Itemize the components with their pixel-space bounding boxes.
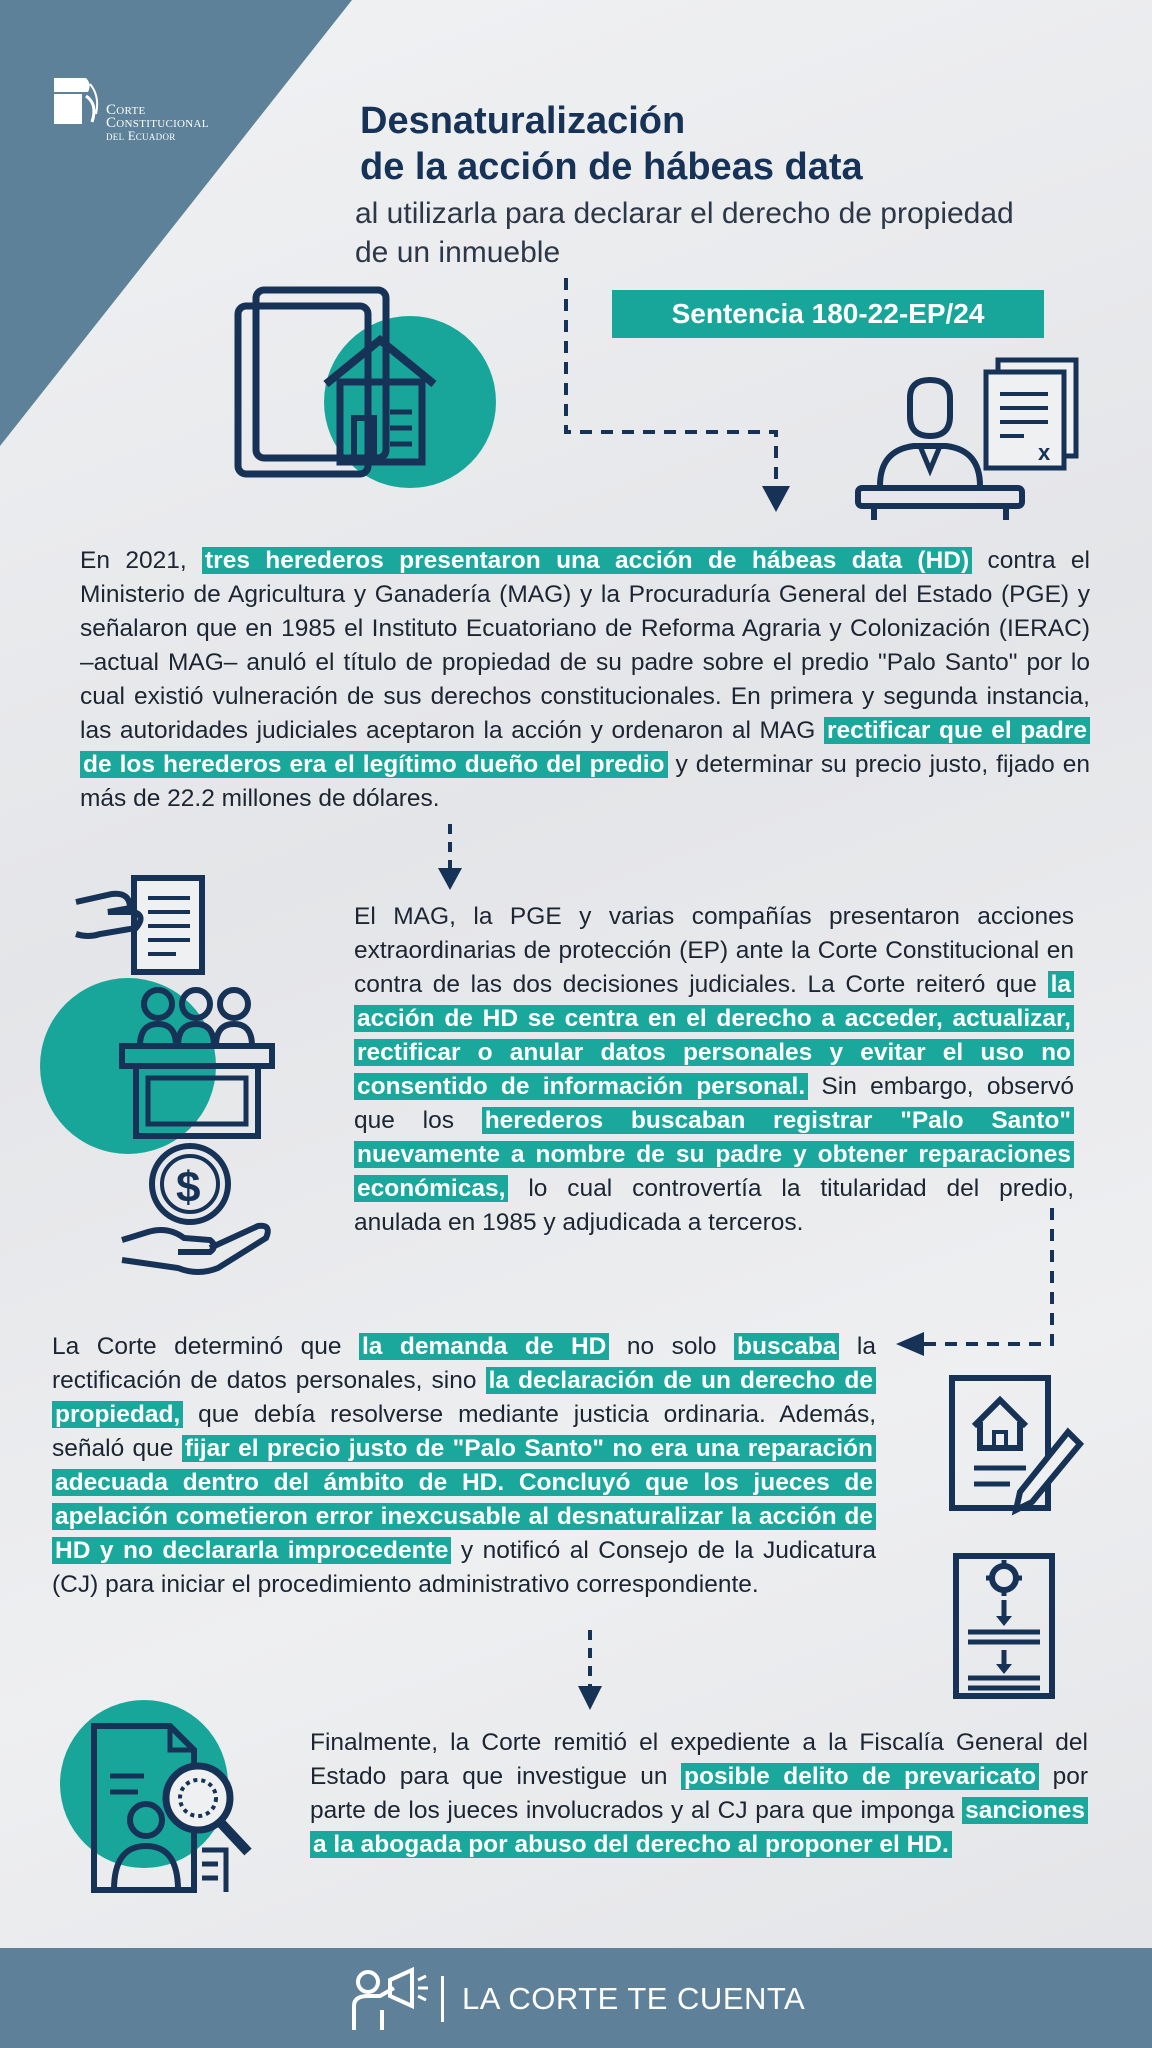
- official-desk-icon: [850, 350, 1090, 530]
- page-title: [360, 98, 863, 190]
- body-text: En 2021,: [80, 547, 202, 574]
- subtitle-line-2: de un inmueble: [355, 236, 561, 269]
- title-line-1: Desnaturalización: [360, 100, 686, 142]
- dashed-arrow-2: [430, 822, 470, 894]
- logo-line-1: Corte: [106, 102, 146, 118]
- footer-label: LA CORTE TE CUENTA: [462, 1981, 806, 2016]
- paragraph-final-referral: [310, 1726, 1088, 1862]
- court-logo: [52, 74, 232, 154]
- paragraph-extraordinary-actions: [354, 900, 1074, 1240]
- body-text: Finalmente, la Corte remitió el expediente a la Fiscalía General del Estado para que investigue un: [310, 1729, 1088, 1790]
- paragraph-background: [80, 544, 1090, 816]
- highlighted-text: la declaración de un derecho de propiedad,: [52, 1367, 876, 1428]
- investigation-file-icon: [52, 1700, 262, 1900]
- property-documents-icon: [230, 282, 510, 512]
- highlighted-text: herederos buscaban registrar "Palo Santo" nuevamente a nombre de su padre y obtener reparaciones económicas,: [354, 1107, 1074, 1202]
- body-text: El MAG, la PGE y varias compañías presentaron acciones extraordinarias de protección (EP) ante la Corte Constitucional en contra de las dos decisiones judiciales. La Corte reiteró que: [354, 903, 1074, 998]
- body-text: no solo: [609, 1333, 735, 1360]
- body-text: lo cual controvertía la titularidad del predio, anulada en 1985 y adjudicada a terceros.: [354, 1175, 1074, 1236]
- megaphone-person-icon: [350, 1966, 430, 2032]
- money-hand-icon: [118, 1140, 278, 1280]
- footer-divider: [441, 1976, 444, 2022]
- highlighted-text: la demanda de HD: [359, 1333, 609, 1360]
- highlighted-text: buscaba: [734, 1333, 839, 1360]
- hearing-meeting-icon: [38, 966, 288, 1156]
- logo-line-3: del Ecuador: [106, 129, 176, 143]
- highlighted-text: fijar el precio justo de "Palo Santo" no era una reparación adecuada dentro del ámbito de HD. Concluyó que los jueces de apelación cometieron error inexcusable al desnaturalizar la acción de HD y no declararla improcedente: [52, 1435, 876, 1564]
- body-text: por parte de los jueces involucrados y al CJ para que imponga: [310, 1763, 1089, 1824]
- court-logo-text: [106, 104, 209, 143]
- subtitle-line-1: al utilizarla para declarar el derecho de propiedad: [355, 197, 1014, 230]
- body-text: La Corte determinó que: [52, 1333, 359, 1360]
- body-text: la rectificación de datos personales, sino: [52, 1333, 876, 1394]
- body-text: contra el Ministerio de Agricultura y Ganadería (MAG) y la Procuraduría General del Estado (PGE) y señalaron que en 1985 el Instituto Ecuatoriano de Reforma Agraria y Colonización (IERAC) –actual MAG– anuló el título de propiedad de su padre sobre el predio "Palo Santo" por lo cual existió vulneración de sus derechos constitucionales. En primera y segunda instancia, las autoridades judiciales aceptaron la acción y ordenaron al MAG: [80, 547, 1090, 744]
- procedure-document-icon: [950, 1550, 1060, 1700]
- highlighted-text: tres herederos presentaron una acción de hábeas data (HD): [202, 547, 972, 574]
- highlighted-text: posible delito de prevaricato: [681, 1763, 1039, 1790]
- highlighted-text: la acción de HD se centra en el derecho a acceder, actualizar, rectificar o anular datos personales y evitar el uso no consentido de información personal.: [354, 971, 1074, 1100]
- page-subtitle: [355, 194, 1014, 272]
- body-text: y notificó al Consejo de la Judicatura (CJ) para iniciar el procedimiento administrativo correspondiente.: [52, 1537, 876, 1598]
- footer-bar: [0, 1948, 1152, 2048]
- court-logo-icon: [52, 74, 100, 126]
- title-line-2: de la acción de hábeas data: [360, 146, 863, 188]
- sentencia-badge: Sentencia 180-22-EP/24: [612, 290, 1044, 338]
- highlighted-text: rectificar que el padre de los herederos era el legítimo dueño del predio: [80, 717, 1090, 778]
- svg-text:$: $: [176, 1163, 201, 1212]
- highlighted-text: sanciones a la abogada por abuso del derecho al proponer el HD.: [310, 1797, 1088, 1858]
- dashed-arrow-top: [556, 276, 796, 526]
- body-text: que debía resolverse mediante justicia ordinaria. Además, señaló que: [52, 1401, 876, 1462]
- dashed-arrow-4: [570, 1628, 610, 1714]
- paragraph-court-decision: [52, 1330, 876, 1602]
- logo-line-2: Constitucional: [106, 115, 209, 131]
- property-deed-edit-icon: [944, 1370, 1084, 1520]
- svg-text:x: x: [1038, 440, 1051, 465]
- body-text: y determinar su precio justo, fijado en más de 22.2 millones de dólares.: [80, 751, 1090, 812]
- body-text: Sin embargo, observó que los: [354, 1073, 1074, 1134]
